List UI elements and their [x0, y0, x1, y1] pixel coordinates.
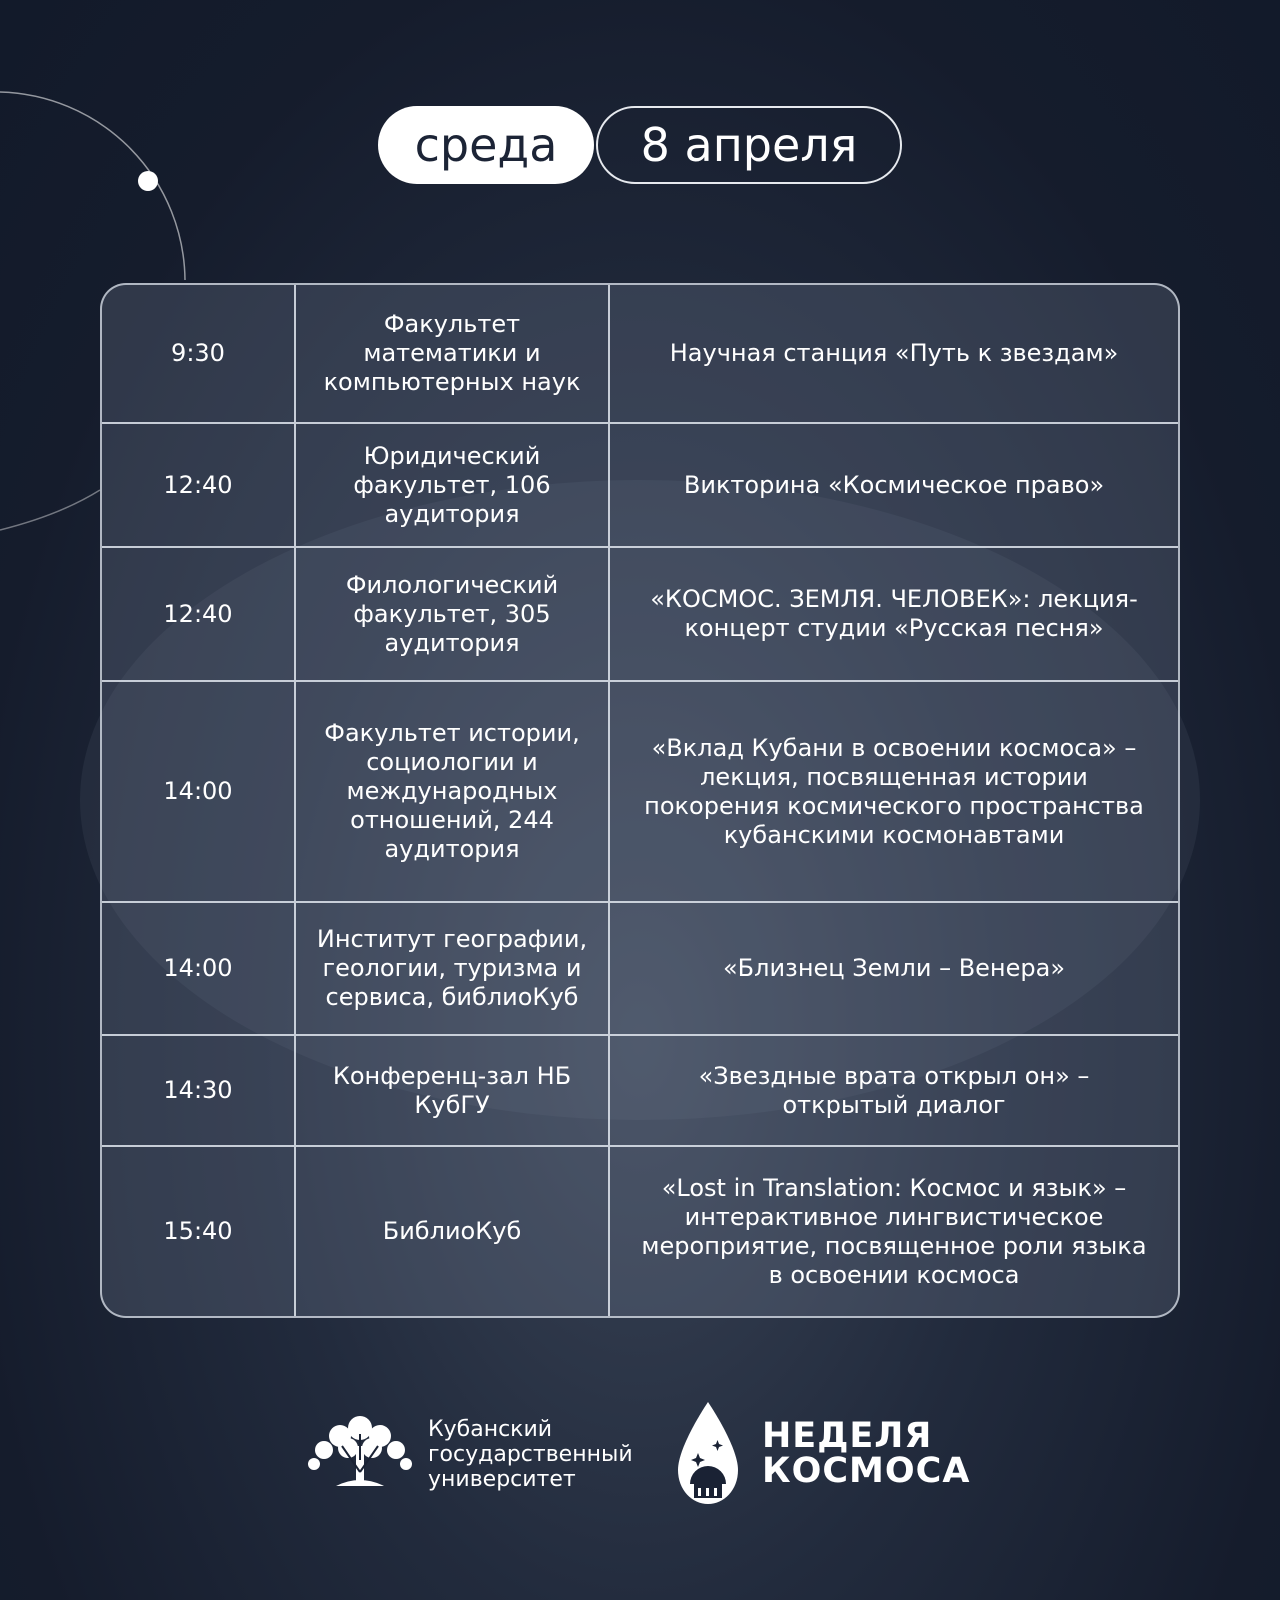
table-row: [102, 1147, 1178, 1316]
table-row: [102, 903, 1178, 1036]
weekday-pill: среда: [378, 106, 594, 184]
time-cell: 14:00: [102, 682, 296, 901]
place-cell: Конференц-зал НБ КубГУ: [296, 1036, 610, 1145]
place-cell: Юридический факультет, 106 аудитория: [296, 424, 610, 546]
table-row: [102, 424, 1178, 548]
university-name: Кубанский государственный университет: [428, 1416, 633, 1492]
place-cell: Факультет истории, социологии и международных отношений, 244 аудитория: [296, 682, 610, 901]
event-cell: Научная станция «Путь к звездам»: [669, 339, 1119, 367]
place-cell: Факультет математики и компьютерных наук: [296, 285, 610, 422]
time-cell: 12:40: [102, 548, 296, 680]
space-week-title: НЕДЕЛЯ КОСМОСА: [762, 1416, 971, 1491]
event-cell: «Вклад Кубани в освоении космоса» – лекция, посвященная истории покорения космического пространства кубанскими космонавтами: [644, 733, 1144, 849]
place-cell: БиблиоКуб: [296, 1147, 610, 1316]
date-header: [378, 106, 902, 184]
event-cell: Викторина «Космическое право»: [683, 470, 1105, 499]
table-row: [102, 548, 1178, 682]
event-cell: «Lost in Translation: Космос и язык» – интерактивное лингвистическое мероприятие, посвященное роли языка в освоении космоса: [641, 1173, 1147, 1289]
table-row: [102, 682, 1178, 903]
observatory-drop-icon: [676, 1400, 740, 1508]
schedule-table: [100, 283, 1180, 1318]
tree-icon: [306, 1412, 414, 1496]
time-cell: 12:40: [102, 424, 296, 546]
university-logo: [306, 1412, 648, 1496]
time-cell: 15:40: [102, 1147, 296, 1316]
time-cell: 14:00: [102, 903, 296, 1034]
table-row: [102, 1036, 1178, 1147]
event-cell: «КОСМОС. ЗЕМЛЯ. ЧЕЛОВЕК»: лекция-концерт студии «Русская песня»: [650, 585, 1138, 642]
space-week-logo: [676, 1400, 1002, 1508]
date-pill: 8 апреля: [596, 106, 902, 184]
time-cell: 9:30: [102, 285, 296, 422]
time-cell: 14:30: [102, 1036, 296, 1145]
event-cell: «Звездные врата открыл он» – открытый диалог: [698, 1061, 1090, 1119]
place-cell: Филологический факультет, 305 аудитория: [296, 548, 610, 680]
place-cell: Институт географии, геологии, туризма и сервиса, библиоКуб: [296, 903, 610, 1034]
table-row: [102, 285, 1178, 424]
event-cell: «Близнец Земли – Венера»: [722, 954, 1066, 982]
